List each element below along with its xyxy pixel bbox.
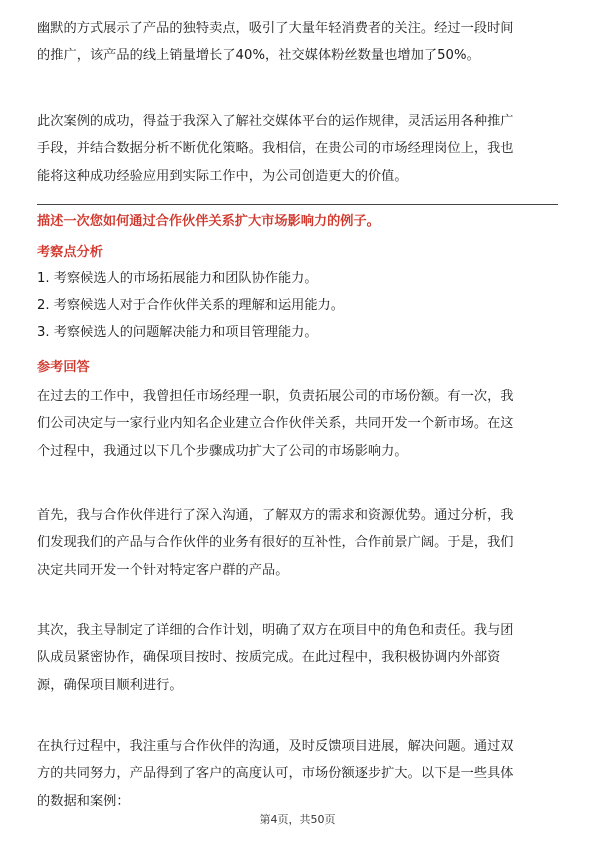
text-line: 能将这种成功经验应用到实际工作中，为公司创造更大的价值。 <box>37 168 408 184</box>
text-line: 其次，我主导制定了详细的合作计划，明确了双方在项目中的角色和责任。我与团 <box>37 623 514 638</box>
text-line: 们发现我们的产品与合作伙伴的业务有很好的互补性，合作前景广阔。于是，我们 <box>37 535 514 551</box>
text-line: 手段，并结合数据分析不断优化策略。我相信，在贵公司的市场经理岗位上，我也 <box>37 141 514 157</box>
text-line: 首先，我与合作伙伴进行了深入沟通，了解双方的需求和资源优势。通过分析，我 <box>37 508 514 523</box>
intro-paragraph-1 <box>37 15 562 70</box>
analysis-item: 2. 考察候选人对于合作伙伴关系的理解和运用能力。 <box>37 298 344 313</box>
analysis-item: 3. 考察候选人的问题解决能力和项目管理能力。 <box>37 325 318 340</box>
text-line: 决定共同开发一个针对特定客户群的产品。 <box>37 562 289 578</box>
section-divider <box>37 204 558 205</box>
text-line: 的推广，该产品的线上销量增长了40%，社交媒体粉丝数量也增加了50%。 <box>37 48 480 64</box>
answer-paragraph-2 <box>37 502 562 584</box>
text-line: 方的共同努力，产品得到了客户的高度认可，市场份额逐步扩大。以下是一些具体 <box>37 766 514 782</box>
text-line: 队成员紧密协作，确保项目按时、按质完成。在此过程中，我积极协调内外部资 <box>37 650 501 666</box>
answer-paragraph-3 <box>37 617 562 699</box>
page-number: 第4页，共50页 <box>259 813 336 826</box>
text-line: 在执行过程中，我注重与合作伙伴的沟通，及时反馈项目进展，解决问题。通过双 <box>37 739 514 754</box>
answer-heading: 参考回答 <box>37 360 90 375</box>
text-line: 们公司决定与一家行业内知名企业建立合作伙伴关系，共同开发一个新市场。在这 <box>37 416 514 432</box>
interview-question: 描述一次您如何通过合作伙伴关系扩大市场影响力的例子。 <box>37 214 380 229</box>
text-line: 此次案例的成功，得益于我深入了解社交媒体平台的运作规律，灵活运用各种推广 <box>37 114 514 129</box>
text-line: 幽默的方式展示了产品的独特卖点，吸引了大量年轻消费者的关注。经过一段时间 <box>37 21 514 36</box>
analysis-item: 1. 考察候选人的市场拓展能力和团队协作能力。 <box>37 271 318 286</box>
analysis-heading: 考察点分析 <box>37 245 103 260</box>
text-line: 源，确保项目顺利进行。 <box>37 677 183 693</box>
text-line: 的数据和案例： <box>37 793 130 809</box>
answer-paragraph-4 <box>37 733 562 815</box>
text-line: 在过去的工作中，我曾担任市场经理一职，负责拓展公司的市场份额。有一次，我 <box>37 389 514 404</box>
text-line: 个过程中，我通过以下几个步骤成功扩大了公司的市场影响力。 <box>37 443 408 459</box>
answer-paragraph-1 <box>37 383 562 465</box>
intro-paragraph-2 <box>37 108 562 190</box>
